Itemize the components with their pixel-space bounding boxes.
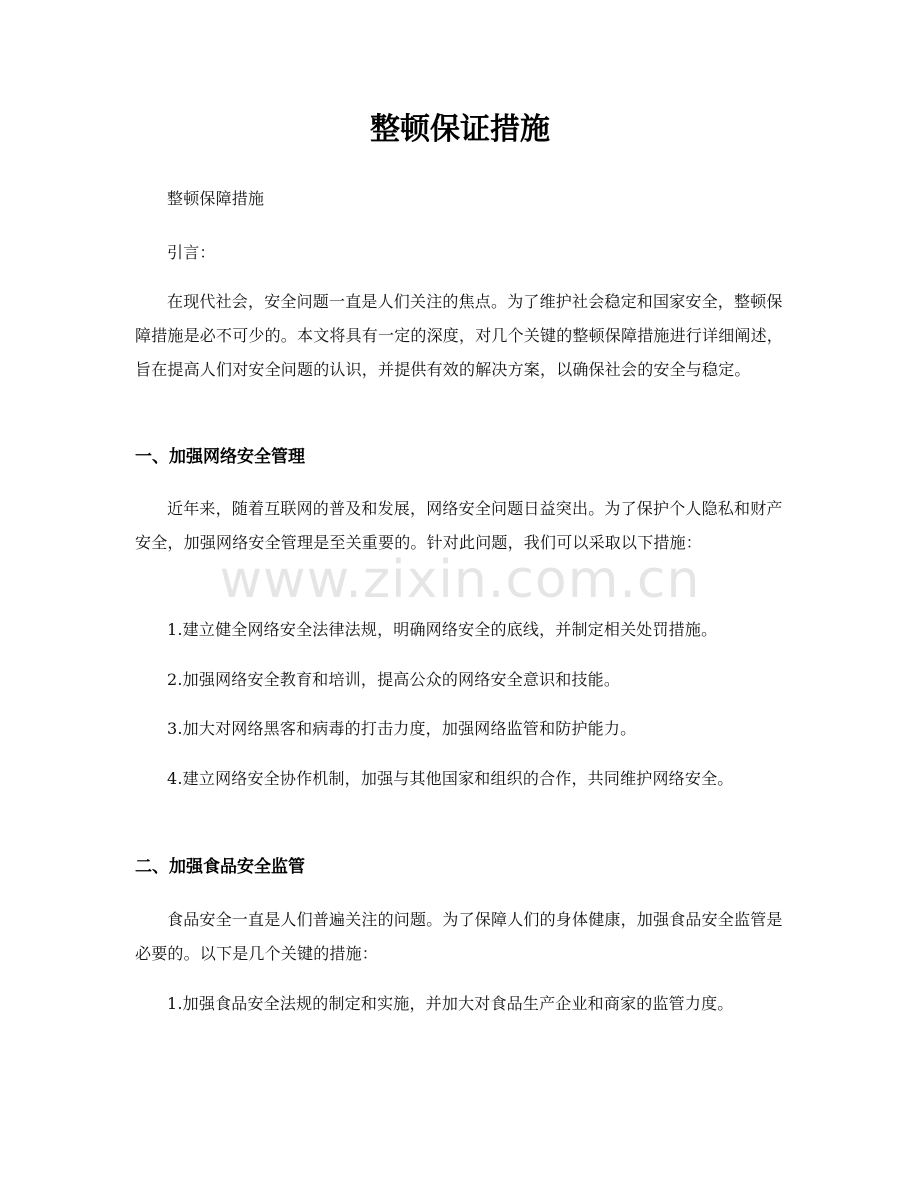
section-1-heading: 一、加强网络安全管理 <box>135 447 305 467</box>
document-title: 整顿保证措施 <box>370 112 550 147</box>
section-2-intro: 食品安全一直是人们普遍关注的问题。为了保障人们的身体健康，加强食品安全监管是必要的。以下是几个关键的措施： <box>135 910 783 963</box>
section-1-item-1: 1.建立健全网络安全法律法规，明确网络安全的底线，并制定相关处罚措施。 <box>167 620 718 639</box>
watermark: www.zixin.com.cn <box>219 550 701 610</box>
document-subtitle: 整顿保障措施 <box>167 189 265 208</box>
intro-label: 引言： <box>167 243 216 262</box>
section-2-heading: 二、加强食品安全监管 <box>135 857 305 877</box>
section-1-intro: 近年来，随着互联网的普及和发展，网络安全问题日益突出。为了保护个人隐私和财产安全，加强网络安全管理是至关重要的。针对此问题，我们可以采取以下措施： <box>135 499 783 552</box>
section-1-item-2: 2.加强网络安全教育和培训，提高公众的网络安全意识和技能。 <box>167 670 621 689</box>
intro-paragraph: 在现代社会，安全问题一直是人们关注的焦点。为了维护社会稳定和国家安全，整顿保障措施是必不可少的。本文将具有一定的深度，对几个关键的整顿保障措施进行详细阐述，旨在提高人们对安全问题的认识，并提供有效的解决方案，以确保社会的安全与稳定。 <box>135 292 784 379</box>
section-1-item-3: 3.加大对网络黑客和病毒的打击力度，加强网络监管和防护能力。 <box>167 719 637 738</box>
section-1-item-4: 4.建立网络安全协作机制，加强与其他国家和组织的合作，共同维护网络安全。 <box>167 769 734 788</box>
section-2-item-1: 1.加强食品安全法规的制定和实施，并加大对食品生产企业和商家的监管力度。 <box>167 994 734 1013</box>
